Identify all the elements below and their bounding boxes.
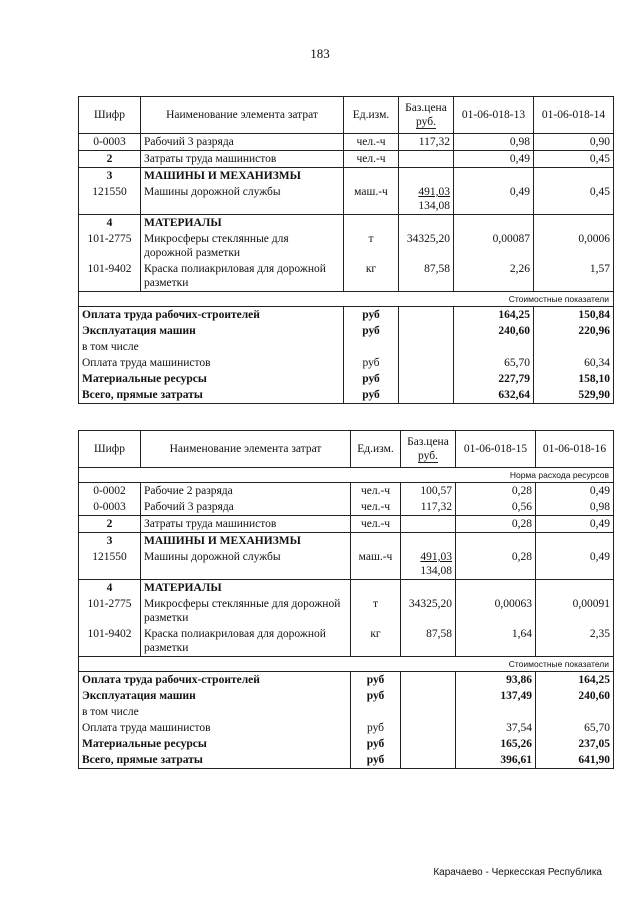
subheader-resource-norms: Норма расхода ресурсов [79, 468, 614, 483]
row-name: Краска полиакриловая для дорожной разметки [141, 626, 351, 657]
table-row [79, 483, 614, 500]
row-base-price: 87,58 [399, 261, 454, 292]
section-row [79, 533, 614, 550]
row-value-2: 0,98 [536, 499, 614, 516]
table-row [79, 516, 614, 533]
row-base-price: 34325,20 [399, 231, 454, 261]
header-unit: Ед.изм. [351, 431, 401, 468]
header-code: Шифр [79, 97, 141, 134]
summary-unit: руб [351, 736, 401, 752]
summary-value-1: 93,86 [456, 672, 536, 689]
summary-name: Оплата труда рабочих-строителей [79, 672, 351, 689]
table-header [79, 431, 614, 468]
row-name: Рабочие 2 разряда [141, 483, 351, 500]
summary-row [79, 307, 614, 324]
summary-value-1: 396,61 [456, 752, 536, 769]
subheader-cost-indicators: Стоимостные показатели [79, 292, 614, 307]
row-value-2: 0,00091 [536, 596, 614, 626]
row-name: Машины дорожной службы [141, 184, 344, 215]
table-row [79, 184, 614, 215]
row-code: 2 [79, 516, 141, 533]
row-unit: маш.-ч [344, 184, 399, 215]
summary-name: Оплата труда машинистов [79, 720, 351, 736]
section-code: 3 [79, 168, 141, 185]
summary-unit: руб [344, 371, 399, 387]
summary-unit: руб [344, 323, 399, 339]
row-code: 101-2775 [79, 231, 141, 261]
summary-value-2: 237,05 [536, 736, 614, 752]
summary-value-1: 632,64 [454, 387, 534, 404]
cost-table-2 [78, 430, 614, 769]
row-value-1: 0,98 [454, 134, 534, 151]
section-title: МАТЕРИАЛЫ [141, 580, 351, 597]
row-unit: кг [351, 626, 401, 657]
summary-row [79, 736, 614, 752]
row-code: 2 [79, 151, 141, 168]
section-title: МАШИНЫ И МЕХАНИЗМЫ [141, 168, 344, 185]
row-value-2: 0,49 [536, 516, 614, 533]
summary-value-1: 240,60 [454, 323, 534, 339]
row-value-2: 0,49 [536, 549, 614, 580]
table-row [79, 499, 614, 516]
row-base-price: 34325,20 [401, 596, 456, 626]
summary-row [79, 339, 614, 355]
summary-name: в том числе [79, 339, 344, 355]
row-unit: маш.-ч [351, 549, 401, 580]
row-base-price: 491,03 134,08 [401, 549, 456, 580]
row-code: 0-0002 [79, 483, 141, 500]
row-base-price: 117,32 [401, 499, 456, 516]
row-name: Затраты труда машинистов [141, 151, 344, 168]
row-unit: чел.-ч [351, 483, 401, 500]
summary-value-1: 227,79 [454, 371, 534, 387]
summary-row [79, 720, 614, 736]
section-code: 3 [79, 533, 141, 550]
row-name: Микросферы стеклянные для дорожной разметки [141, 596, 351, 626]
summary-row [79, 752, 614, 769]
summary-unit: руб [351, 720, 401, 736]
summary-value-1: 137,49 [456, 688, 536, 704]
summary-unit: руб [351, 752, 401, 769]
summary-unit: руб [351, 672, 401, 689]
section-code: 4 [79, 215, 141, 232]
section-title: МАШИНЫ И МЕХАНИЗМЫ [141, 533, 351, 550]
summary-value-2: 641,90 [536, 752, 614, 769]
summary-value-2: 240,60 [536, 688, 614, 704]
header-unit: Ед.изм. [344, 97, 399, 134]
header-base-price: Баз.цена руб. [401, 431, 456, 468]
row-value-1: 0,49 [454, 151, 534, 168]
row-value-1: 0,56 [456, 499, 536, 516]
row-code: 121550 [79, 184, 141, 215]
row-unit: чел.-ч [351, 499, 401, 516]
section-row [79, 215, 614, 232]
row-value-1: 2,26 [454, 261, 534, 292]
row-base-price [399, 151, 454, 168]
summary-value-2: 150,84 [534, 307, 614, 324]
table-row [79, 549, 614, 580]
summary-unit: руб [344, 307, 399, 324]
row-value-2: 2,35 [536, 626, 614, 657]
section-title: МАТЕРИАЛЫ [141, 215, 344, 232]
summary-name: Всего, прямые затраты [79, 387, 344, 404]
row-base-price: 100,57 [401, 483, 456, 500]
summary-row [79, 355, 614, 371]
summary-unit: руб [344, 355, 399, 371]
row-unit: чел.-ч [344, 151, 399, 168]
row-value-2: 0,49 [536, 483, 614, 500]
section-row [79, 168, 614, 185]
footer-region: Карачаево - Черкесская Республика [433, 867, 602, 878]
section-row [79, 580, 614, 597]
row-name: Рабочий 3 разряда [141, 134, 344, 151]
row-code: 0-0003 [79, 134, 141, 151]
row-base-price: 491,03 134,08 [399, 184, 454, 215]
table-row [79, 134, 614, 151]
row-base-price: 87,58 [401, 626, 456, 657]
row-unit: чел.-ч [344, 134, 399, 151]
summary-value-2: 158,10 [534, 371, 614, 387]
row-value-1: 0,28 [456, 483, 536, 500]
row-name: Рабочий 3 разряда [141, 499, 351, 516]
summary-name: Эксплуатация машин [79, 323, 344, 339]
table-row [79, 231, 614, 261]
summary-row [79, 688, 614, 704]
row-code: 101-9402 [79, 626, 141, 657]
row-value-2: 0,0006 [534, 231, 614, 261]
row-unit: кг [344, 261, 399, 292]
row-value-1: 0,00063 [456, 596, 536, 626]
row-value-2: 0,45 [534, 151, 614, 168]
section-code: 4 [79, 580, 141, 597]
row-unit: т [351, 596, 401, 626]
summary-value-2: 60,34 [534, 355, 614, 371]
summary-name: Всего, прямые затраты [79, 752, 351, 769]
row-value-2: 1,57 [534, 261, 614, 292]
header-column-2: 01-06-018-14 [534, 97, 614, 134]
row-name: Краска полиакриловая для дорожной разметки [141, 261, 344, 292]
row-base-price: 117,32 [399, 134, 454, 151]
summary-value-2: 220,96 [534, 323, 614, 339]
summary-value-2: 529,90 [534, 387, 614, 404]
summary-row [79, 387, 614, 404]
summary-row [79, 704, 614, 720]
summary-value-1: 65,70 [454, 355, 534, 371]
summary-value-1: 165,26 [456, 736, 536, 752]
summary-row [79, 323, 614, 339]
row-name: Машины дорожной службы [141, 549, 351, 580]
row-name: Микросферы стеклянные для дорожной разметки [141, 231, 344, 261]
row-code: 101-2775 [79, 596, 141, 626]
summary-name: в том числе [79, 704, 351, 720]
summary-name: Материальные ресурсы [79, 371, 344, 387]
summary-row [79, 672, 614, 689]
summary-unit: руб [351, 688, 401, 704]
header-code: Шифр [79, 431, 141, 468]
summary-name: Оплата труда машинистов [79, 355, 344, 371]
row-base-price [401, 516, 456, 533]
row-code: 101-9402 [79, 261, 141, 292]
row-code: 121550 [79, 549, 141, 580]
row-unit: т [344, 231, 399, 261]
summary-value-2: 65,70 [536, 720, 614, 736]
cost-table-1 [78, 96, 614, 404]
summary-value-1: 164,25 [454, 307, 534, 324]
summary-row [79, 371, 614, 387]
row-value-2: 0,45 [534, 184, 614, 215]
summary-name: Материальные ресурсы [79, 736, 351, 752]
header-name: Наименование элемента затрат [141, 97, 344, 134]
row-code: 0-0003 [79, 499, 141, 516]
header-column-2: 01-06-018-16 [536, 431, 614, 468]
summary-unit: руб [344, 387, 399, 404]
table-header [79, 97, 614, 134]
row-value-2: 0,90 [534, 134, 614, 151]
row-value-1: 0,28 [456, 516, 536, 533]
summary-name: Эксплуатация машин [79, 688, 351, 704]
row-value-1: 0,28 [456, 549, 536, 580]
table-row [79, 151, 614, 168]
row-name: Затраты труда машинистов [141, 516, 351, 533]
row-value-1: 1,64 [456, 626, 536, 657]
header-column-1: 01-06-018-13 [454, 97, 534, 134]
row-value-1: 0,49 [454, 184, 534, 215]
subheader-cost-indicators: Стоимостные показатели [79, 657, 614, 672]
summary-value-2: 164,25 [536, 672, 614, 689]
header-base-price: Баз.цена руб. [399, 97, 454, 134]
row-value-1: 0,00087 [454, 231, 534, 261]
header-column-1: 01-06-018-15 [456, 431, 536, 468]
summary-value-1: 37,54 [456, 720, 536, 736]
table-row [79, 626, 614, 657]
header-name: Наименование элемента затрат [141, 431, 351, 468]
row-unit: чел.-ч [351, 516, 401, 533]
summary-name: Оплата труда рабочих-строителей [79, 307, 344, 324]
page-number: 183 [310, 46, 330, 61]
table-row [79, 261, 614, 292]
table-row [79, 596, 614, 626]
